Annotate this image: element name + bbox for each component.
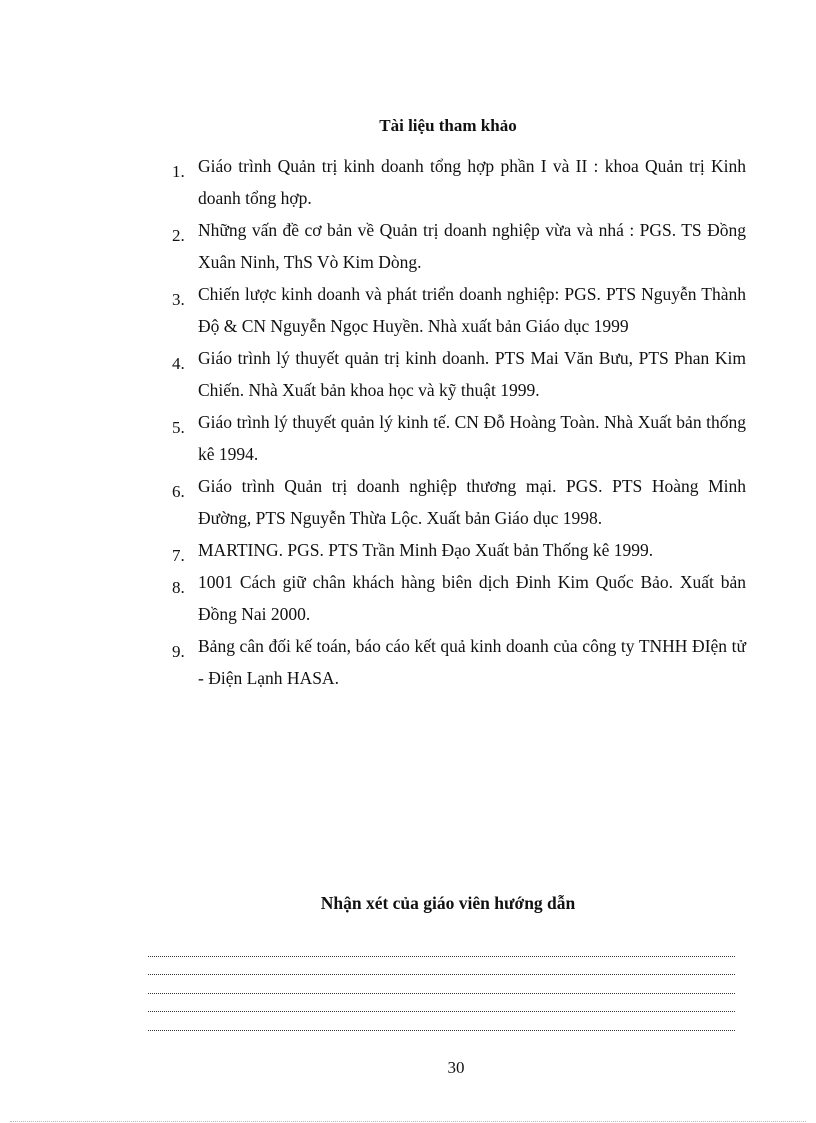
reference-number: 6. (172, 482, 185, 501)
reference-text: Bảng cân đối kế toán, báo cáo kết quả kinh doanh của công ty TNHH ĐIện tử - Điện Lạnh HASA. (198, 636, 746, 688)
reference-text: Giáo trình lý thuyết quản lý kinh tế. CN Đỗ Hoàng Toàn. Nhà Xuất bản thống kê 1994. (198, 412, 746, 464)
references-list (172, 150, 746, 694)
reference-text: Giáo trình lý thuyết quản trị kinh doanh. PTS Mai Văn Bưu, PTS Phan Kim Chiến. Nhà Xuất bản khoa học và kỹ thuật 1999. (198, 348, 746, 400)
reference-number: 1. (172, 162, 185, 181)
reference-item (172, 470, 746, 534)
review-title: Nhận xét của giáo viên hướng dẫn (320, 893, 576, 913)
reference-item (172, 214, 746, 278)
dotted-line (148, 938, 735, 957)
reference-text: Chiến lược kinh doanh và phát triển doanh nghiệp: PGS. PTS Nguyễn Thành Độ & CN Nguyễn Ngọc Huyền. Nhà xuất bản Giáo dục 1999 (198, 284, 746, 336)
reference-text: MARTING. PGS. PTS Trần Minh Đạo Xuất bản Thống kê 1999. (198, 540, 654, 560)
reference-number: 4. (172, 354, 185, 373)
reference-text: 1001 Cách giữ chân khách hàng biên dịch Đinh Kim Quốc Bảo. Xuất bản Đồng Nai 2000. (198, 572, 746, 624)
dotted-line (148, 957, 735, 976)
reference-text: Giáo trình Quản trị doanh nghiệp thương mại. PGS. PTS Hoàng Minh Đường, PTS Nguyễn Thừa Lộc. Xuất bản Giáo dục 1998. (198, 476, 746, 528)
reference-item (172, 150, 746, 214)
reference-item (172, 342, 746, 406)
page-bottom-divider (10, 1121, 806, 1122)
reference-number: 3. (172, 290, 185, 309)
reference-number: 5. (172, 418, 185, 437)
reference-item (172, 534, 746, 566)
reference-number: 7. (172, 546, 185, 565)
page-number: 30 (447, 1058, 465, 1077)
reference-text: Những vấn đề cơ bản về Quản trị doanh nghiệp vừa và nhá : PGS. TS Đồng Xuân Ninh, ThS Vò Kim Dòng. (198, 220, 746, 272)
reference-item (172, 406, 746, 470)
reference-item (172, 278, 746, 342)
reference-text: Giáo trình Quản trị kinh doanh tổng hợp phần I và II : khoa Quản trị Kinh doanh tổng hợp. (198, 156, 746, 208)
reference-number: 9. (172, 642, 185, 661)
review-comment-area (148, 938, 735, 1031)
dotted-line (148, 1012, 735, 1031)
reference-item (172, 566, 746, 630)
reference-item (172, 630, 746, 694)
reference-number: 8. (172, 578, 185, 597)
dotted-line (148, 994, 735, 1013)
references-title: Tài liệu tham khảo (379, 116, 517, 135)
reference-number: 2. (172, 226, 185, 245)
dotted-line (148, 975, 735, 994)
